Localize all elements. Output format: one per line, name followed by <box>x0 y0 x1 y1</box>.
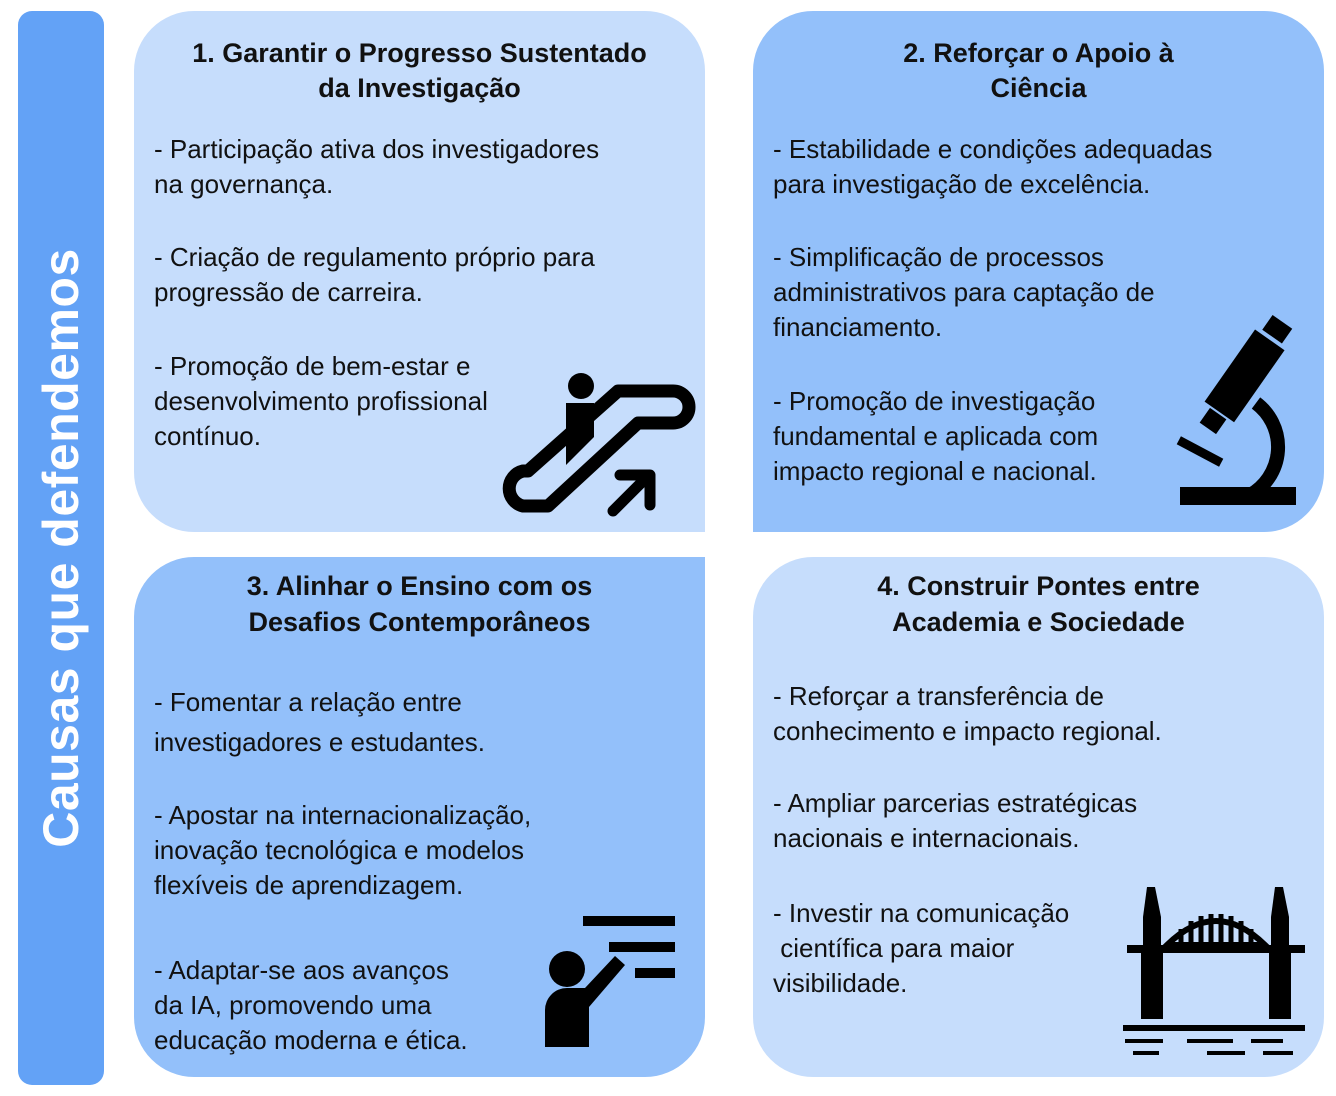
bullet-item <box>154 240 595 310</box>
bullet-item <box>773 132 1212 202</box>
bullet-line: - Reforçar a transferência de <box>773 681 1104 711</box>
bullet-line: - Promoção de investigação <box>773 386 1096 416</box>
bullet-line: - Simplificação de processos <box>773 242 1104 272</box>
bullet-line: fundamental e aplicada com <box>773 421 1099 451</box>
bullet-item <box>154 953 468 1058</box>
bullet-item <box>773 384 1098 489</box>
bullet-line: nacionais e internacionais. <box>773 823 1080 853</box>
bullet-line: - Ampliar parcerias estratégicas <box>773 788 1138 818</box>
bullet-line: administrativos para captação de <box>773 277 1155 307</box>
bullet-line: progressão de carreira. <box>154 277 423 307</box>
card-title-line: Academia e Sociedade <box>892 607 1185 637</box>
card-title-line: da Investigação <box>318 73 521 103</box>
bullet-line: flexíveis de aprendizagem. <box>154 870 464 900</box>
bullet-line: educação moderna e ética. <box>154 1025 468 1055</box>
card-title-line: Desafios Contemporâneos <box>248 607 591 637</box>
bullet-item <box>154 349 488 454</box>
bullet-item <box>773 786 1137 856</box>
card-apoio-ciencia <box>753 11 1324 532</box>
escalator-icon <box>498 361 698 521</box>
bridge-icon <box>1123 887 1308 1065</box>
bullet-line: investigadores e estudantes. <box>154 727 485 757</box>
bullet-line: - Fomentar a relação entre <box>154 687 462 717</box>
bullet-line: - Apostar na internacionalização, <box>154 800 532 830</box>
bullet-line: desenvolvimento profissional <box>154 386 488 416</box>
bullet-line: - Participação ativa dos investigadores <box>154 134 600 164</box>
card-title <box>753 568 1324 640</box>
bullet-line: - Investir na comunicação <box>773 898 1070 928</box>
bullet-item <box>773 240 1155 345</box>
microscope-icon <box>1168 311 1308 511</box>
card-title-line: 4. Construir Pontes entre <box>877 571 1200 601</box>
bullet-line: na governança. <box>154 169 334 199</box>
sidebar-title: Causas que defendemos <box>33 248 89 848</box>
bullet-line: financiamento. <box>773 312 943 342</box>
card-alinhar-ensino <box>134 557 705 1077</box>
bullet-line: impacto regional e nacional. <box>773 456 1097 486</box>
bullet-line: científica para maior <box>773 933 1015 963</box>
bullet-line: conhecimento e impacto regional. <box>773 716 1162 746</box>
bullet-line: para investigação de excelência. <box>773 169 1151 199</box>
bullet-line: - Adaptar-se aos avanços <box>154 955 449 985</box>
card-title-line: 3. Alinhar o Ensino com os <box>246 571 593 601</box>
teacher-icon <box>539 912 684 1052</box>
bullet-item <box>154 132 599 202</box>
sidebar <box>18 11 104 1085</box>
card-title-line: 1. Garantir o Progresso Sustentado <box>192 38 647 68</box>
bullet-line: inovação tecnológica e modelos <box>154 835 525 865</box>
bullet-item <box>154 682 485 762</box>
card-pontes-sociedade <box>753 557 1324 1077</box>
bullet-line: - Promoção de bem-estar e <box>154 351 471 381</box>
card-title <box>134 568 705 640</box>
bullet-item <box>154 798 531 903</box>
card-title <box>753 36 1324 106</box>
card-title-line: 2. Reforçar o Apoio à <box>903 38 1174 68</box>
card-title-line: Ciência <box>990 73 1087 103</box>
card-progresso-investigacao <box>134 11 705 532</box>
card-title <box>134 36 705 106</box>
bullet-line: - Estabilidade e condições adequadas <box>773 134 1213 164</box>
bullet-item <box>773 896 1069 1001</box>
bullet-line: da IA, promovendo uma <box>154 990 432 1020</box>
bullet-line: contínuo. <box>154 421 261 451</box>
bullet-line: visibilidade. <box>773 968 908 998</box>
bullet-item <box>773 679 1162 749</box>
bullet-line: - Criação de regulamento próprio para <box>154 242 595 272</box>
